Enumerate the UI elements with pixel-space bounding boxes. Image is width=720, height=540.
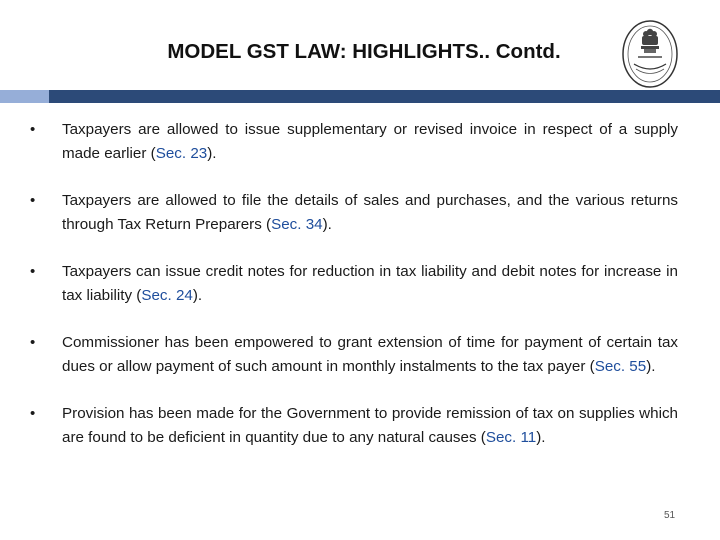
bullet-icon: •	[30, 192, 36, 209]
section-reference: Sec. 34	[271, 216, 323, 233]
government-emblem-seal-icon	[620, 18, 680, 90]
list-item: • Provision has been made for the Government to provide remission of tax on supplies which are found to be deficient in quantity due to any natural causes (Sec. 11).	[30, 402, 678, 450]
list-item: • Taxpayers are allowed to issue supplementary or revised invoice in respect of a supply made earlier (Sec. 23).	[30, 118, 678, 166]
bullet-list	[30, 118, 678, 473]
section-reference: Sec. 23	[155, 145, 208, 162]
bullet-icon: •	[30, 334, 36, 351]
section-reference: Sec. 11	[485, 429, 537, 446]
bullet-icon: •	[30, 263, 36, 280]
list-item: • Taxpayers are allowed to file the details of sales and purchases, and the various returns through Tax Return Preparers (Sec. 34).	[30, 189, 678, 237]
header-band	[0, 90, 720, 103]
bullet-icon: •	[30, 405, 36, 422]
section-reference: Sec. 24	[141, 287, 193, 304]
slide-title: MODEL GST LAW: HIGHLIGHTS.. Contd.	[167, 40, 561, 63]
section-reference: Sec. 55	[594, 358, 647, 375]
bullet-icon: •	[30, 121, 36, 138]
list-item: • Taxpayers can issue credit notes for reduction in tax liability and debit notes for increase in tax liability (Sec. 24).	[30, 260, 678, 308]
list-item: • Commissioner has been empowered to grant extension of time for payment of certain tax dues or allow payment of such amount in monthly instalments to the tax payer (Sec. 55).	[30, 331, 678, 379]
page-number: 51	[664, 510, 676, 521]
